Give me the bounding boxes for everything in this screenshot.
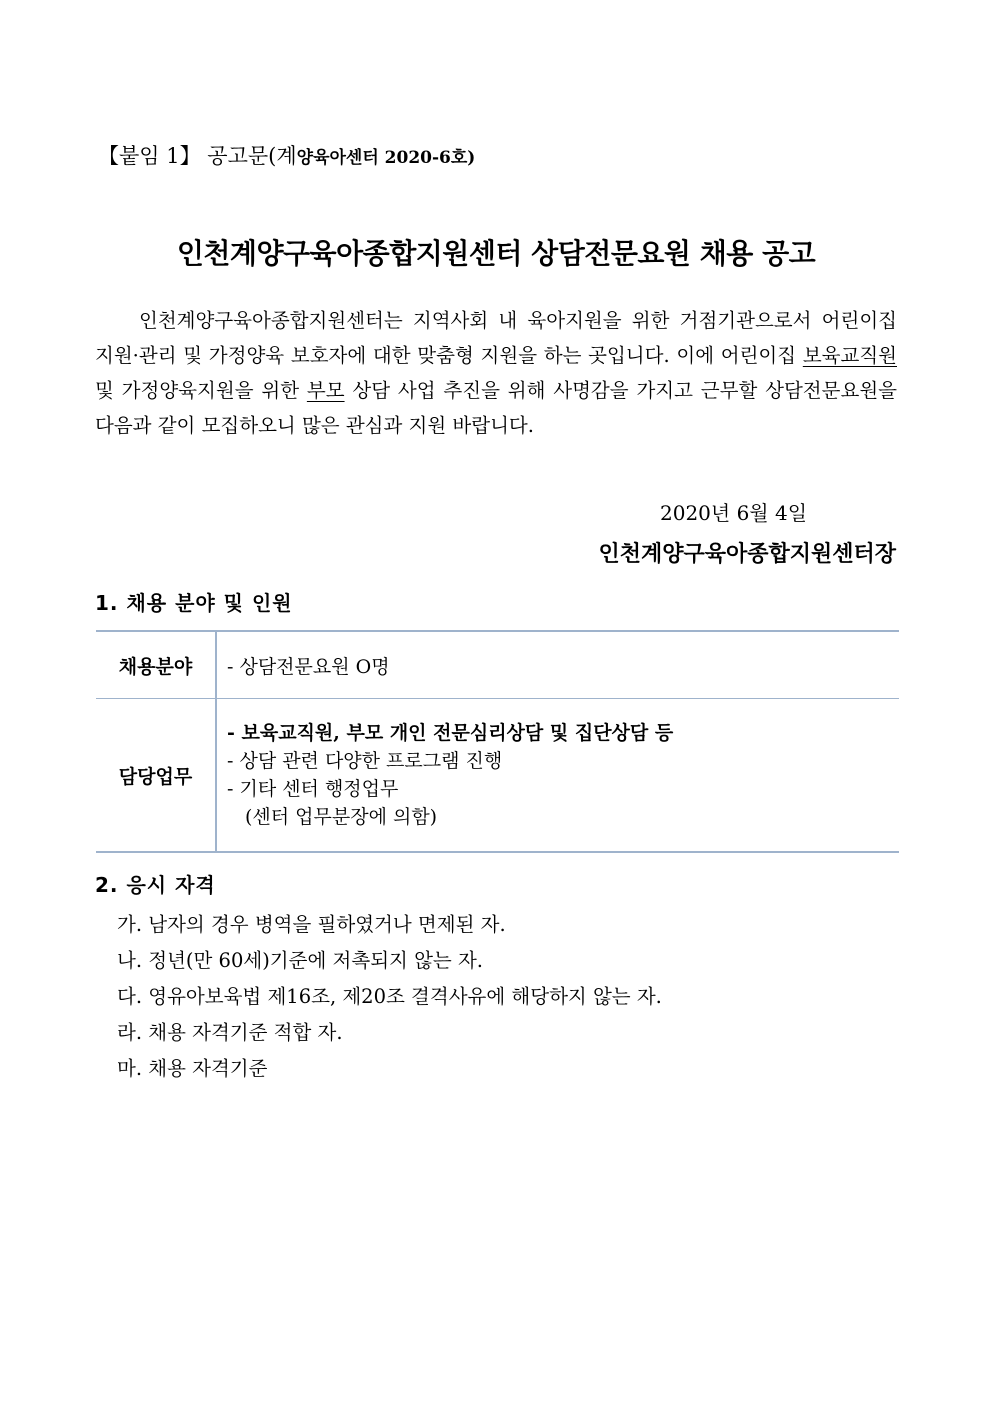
attachment-number: 【붙임 1】 bbox=[98, 144, 201, 168]
duty-line: - 기타 센터 행정업무 bbox=[227, 778, 399, 800]
section-heading-recruitment: 1. 채용 분야 및 인원 bbox=[95, 591, 293, 615]
announcement-date: 2020년 6월 4일 bbox=[660, 501, 808, 525]
list-item: 다. 영유아보육법 제16조, 제20조 결격사유에 해당하지 않는 자. bbox=[117, 985, 662, 1008]
row-content-field bbox=[216, 631, 899, 699]
table-row bbox=[96, 699, 899, 853]
attachment-text: 공고문(계 bbox=[207, 144, 297, 168]
section-heading-qualifications: 2. 응시 자격 bbox=[95, 873, 216, 897]
qualification-list bbox=[117, 907, 662, 1087]
attachment-label bbox=[98, 140, 475, 170]
duty-line: (센터 업무분장에 의함) bbox=[245, 806, 438, 828]
signer: 인천계양구육아종합지원센터장 bbox=[598, 542, 896, 567]
intro-text-3: 상담 사업 추진을 위해 사명감을 가지고 근무할 상담전문요원을 다음과 같이 모집하오니 많은 관심과 지원 바랍니다. bbox=[95, 379, 897, 437]
page-title: 인천계양구육아종합지원센터 상담전문요원 채용 공고 bbox=[176, 237, 816, 270]
intro-text-1: 인천계양구육아종합지원센터는 지역사회 내 육아지원을 위한 거점기관으로서 어린이집 지원·관리 및 가정양육 보호자에 대한 맞춤형 지원을 하는 곳입니다. 이에 어린이집 bbox=[95, 309, 897, 367]
recruitment-table bbox=[96, 630, 899, 853]
attachment-code: 양육아센터 2020-6호) bbox=[296, 148, 476, 168]
list-item: 나. 정년(만 60세)기준에 저촉되지 않는 자. bbox=[117, 949, 483, 972]
intro-underline-parents: 부모 bbox=[306, 379, 345, 402]
row-label-duties: 담당업무 bbox=[96, 699, 216, 853]
intro-underline-teachers: 보육교직원 bbox=[802, 344, 897, 367]
row-content-duties bbox=[216, 699, 899, 853]
intro-paragraph bbox=[95, 303, 897, 443]
list-item: 가. 남자의 경우 병역을 필하였거나 면제된 자. bbox=[117, 913, 506, 936]
table-row bbox=[96, 631, 899, 699]
duty-line: - 보육교직원, 부모 개인 전문심리상담 및 집단상담 등 bbox=[227, 722, 674, 744]
list-item: 라. 채용 자격기준 적합 자. bbox=[117, 1021, 343, 1044]
row-label-field: 채용분야 bbox=[96, 631, 216, 699]
intro-text-2: 및 가정양육지원을 위한 bbox=[95, 379, 307, 402]
duty-line: - 상담 관련 다양한 프로그램 진행 bbox=[227, 750, 503, 772]
field-line: - 상담전문요원 O명 bbox=[227, 655, 390, 678]
list-item: 마. 채용 자격기준 bbox=[117, 1057, 268, 1080]
